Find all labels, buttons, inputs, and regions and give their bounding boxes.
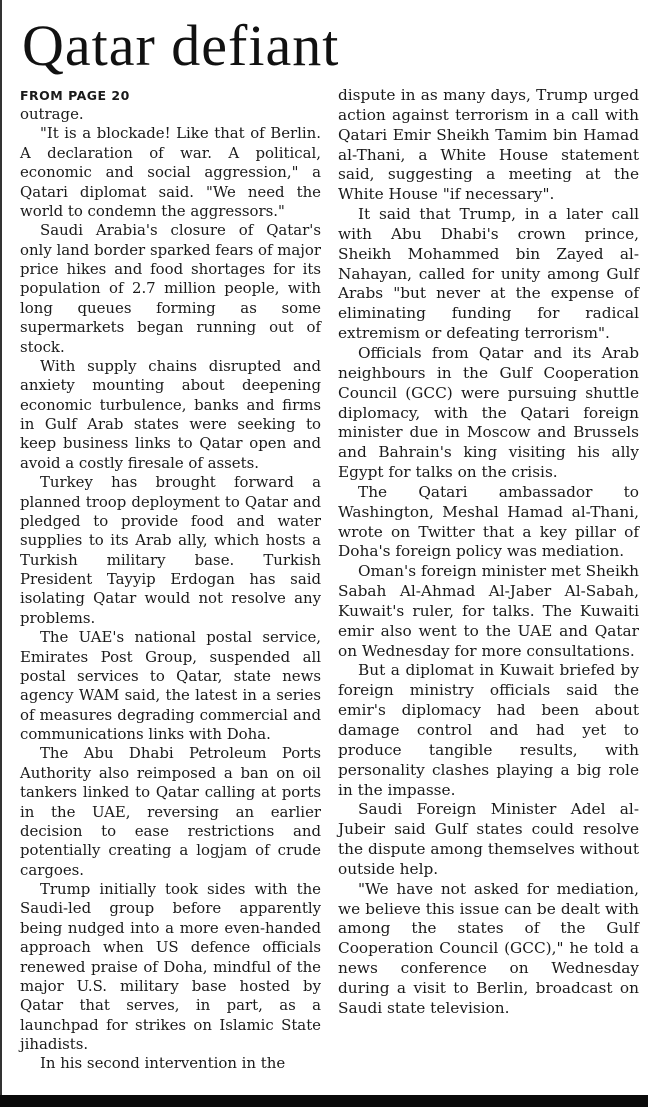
paragraph: Oman's foreign minister met Sheikh Sabah Al-Ahmad Al-Jaber Al-Sabah, Kuwait's ruler, for talks. The Kuwaiti emir also went to the UAE and Qatar on Wednesday for more consultations. — [338, 562, 639, 660]
paragraph: Trump initially took sides with the Saudi-led group before apparently being nudged into a more even-handed approach when US defence officials renewed praise of Doha, mindful of the major U.S. military base hosted by Qatar that serves, in part, as a launchpad for strikes on Islamic State jihadists. — [20, 880, 321, 1053]
paragraph: It said that Trump, in a later call with Abu Dhabi's crown prince, Sheikh Mohammed bin Zayed al-Nahayan, called for unity among Gulf Arabs "but never at the expense of eliminating funding for radical extremism or defeating terrorism". — [338, 205, 639, 343]
paragraph: dispute in as many days, Trump urged action against terrorism in a call with Qatari Emir Sheikh Tamim bin Hamad al-Thani, a White House statement said, suggesting a meeting at the White House "if necessary". — [338, 86, 639, 204]
paragraph: The Abu Dhabi Petroleum Ports Authority also reimposed a ban on oil tankers linked to Qatar calling at ports in the UAE, reversing an earlier decision to ease restrictions and potentially creating a logjam of crude cargoes. — [20, 744, 321, 879]
continued-from-label: FROM PAGE 20 — [20, 88, 130, 103]
paragraph: But a diplomat in Kuwait briefed by foreign ministry officials said the emir's diplomacy had been about damage control and had yet to produce tangible results, with personality clashes playing a big role in the impasse. — [338, 661, 639, 799]
paragraph: Saudi Foreign Minister Adel al-Jubeir said Gulf states could resolve the dispute among themselves without outside help. — [338, 800, 639, 878]
bottom-border — [0, 1095, 648, 1107]
headline: Qatar defiant — [22, 13, 340, 78]
paragraph: Officials from Qatar and its Arab neighbours in the Gulf Cooperation Council (GCC) were pursuing shuttle diplomacy, with the Qatari foreign minister due in Moscow and Brussels and Bahrain's king visiting his ally Egypt for talks on the crisis. — [338, 343, 639, 482]
left-column — [20, 86, 321, 1074]
paragraph: In his second intervention in the — [40, 1054, 286, 1073]
paragraph: The Qatari ambassador to Washington, Meshal Hamad al-Thani, wrote on Twitter that a key pillar of Doha's foreign policy was mediation. — [338, 482, 639, 561]
paragraph: With supply chains disrupted and anxiety mounting about deepening economic turbulence, banks and firms in Gulf Arab states were seeking to keep business links to Qatar open and avoid a costly firesale of assets. — [20, 356, 321, 472]
paragraph: "We have not asked for mediation, we believe this issue can be dealt with among the states of the Gulf Cooperation Council (GCC)," he told a news conference on Wednesday during a visit to Berlin, broadcast on Saudi state television. — [338, 879, 639, 1017]
paragraph: Saudi Arabia's closure of Qatar's only land border sparked fears of major price hikes and food shortages for its population of 2.7 million people, with long queues forming as some supermarkets began running out of stock. — [20, 221, 321, 356]
paragraph: The UAE's national postal service, Emirates Post Group, suspended all postal services to Qatar, state news agency WAM said, the latest in a series of measures degrading commercial and communications links with Doha. — [20, 628, 321, 743]
paragraph: "It is a blockade! Like that of Berlin. A declaration of war. A political, economic and social aggression," a Qatari diplomat said. "We need the world to condemn the aggressors." — [20, 124, 321, 220]
right-column — [338, 86, 639, 1019]
paragraph: Turkey has brought forward a planned troop deployment to Qatar and pledged to provide food and water supplies to its Arab ally, which hosts a Turkish military base. Turkish President Tayyip Erdogan has said isolating Qatar would not resolve any problems. — [20, 473, 321, 627]
paragraph: outrage. — [20, 105, 84, 123]
